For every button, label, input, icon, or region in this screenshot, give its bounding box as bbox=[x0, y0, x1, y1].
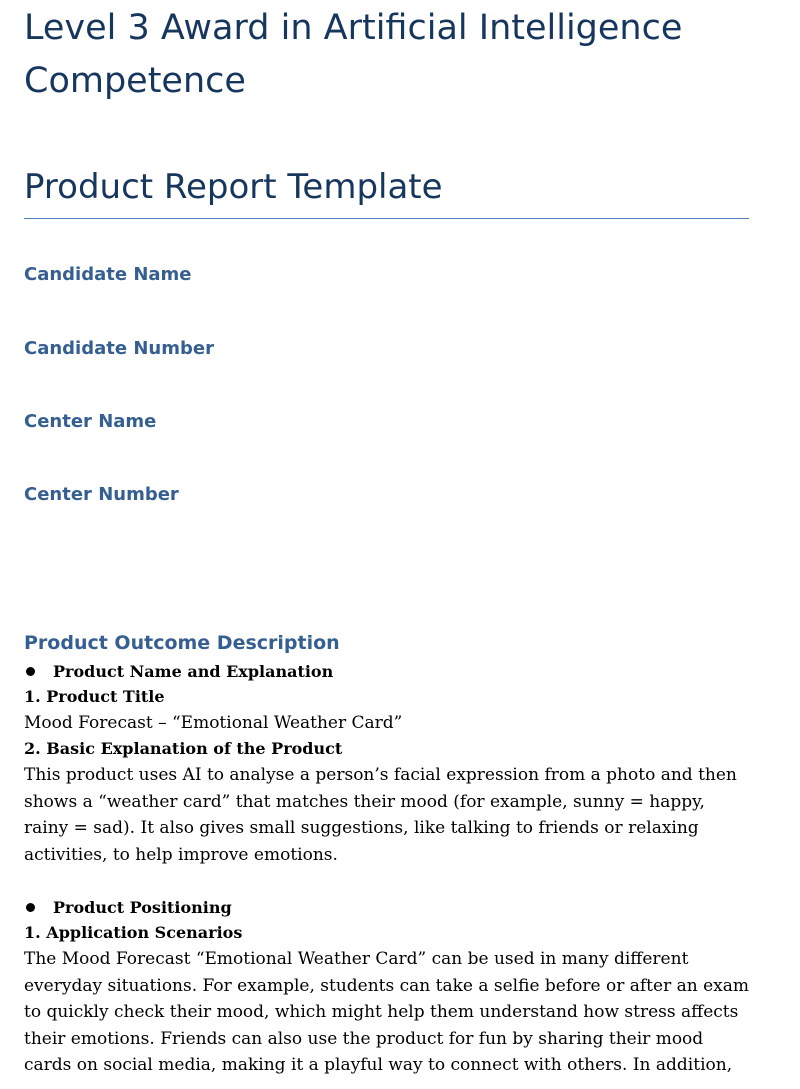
candidate-name-label: Candidate Name bbox=[24, 264, 192, 285]
product-title-text: Mood Forecast – “Emotional Weather Card” bbox=[24, 713, 403, 733]
document-title: Level 3 Award in Artificial Intelligence Competence bbox=[24, 8, 683, 101]
bullet-product-positioning bbox=[24, 894, 754, 920]
basic-explanation-heading: 2. Basic Explanation of the Product bbox=[24, 739, 343, 758]
center-name-label: Center Name bbox=[24, 411, 157, 432]
product-title-heading: 1. Product Title bbox=[24, 687, 165, 706]
bullet-icon bbox=[26, 667, 35, 676]
center-number-label: Center Number bbox=[24, 484, 179, 505]
candidate-number-label: Candidate Number bbox=[24, 338, 214, 359]
bullet-product-name-label: Product Name and Explanation bbox=[53, 661, 334, 681]
bullet-product-positioning-label: Product Positioning bbox=[53, 897, 232, 917]
bullet-product-name bbox=[24, 658, 754, 684]
bullet-icon bbox=[26, 903, 35, 912]
title-divider bbox=[24, 218, 749, 219]
paragraph-spacer bbox=[24, 868, 754, 894]
report-body bbox=[24, 658, 754, 1079]
section-heading-product-outcome: Product Outcome Description bbox=[24, 632, 340, 654]
application-scenarios-heading: 1. Application Scenarios bbox=[24, 923, 243, 942]
document-subtitle: Product Report Template bbox=[24, 167, 443, 207]
application-scenarios-paragraph: The Mood Forecast “Emotional Weather Card” can be used in many different everyday situations. For example, students can take a selfie before or after an exam to quickly check their mood, which might help them understand how stress affects their emotions. Friends can also use the product for fun by sharing their mood cards on social media, making it a playful way to connect with others. In addition, bbox=[24, 949, 749, 1075]
basic-explanation-paragraph: This product uses AI to analyse a person’s facial expression from a photo and then shows a “weather card” that matches their mood (for example, sunny = happy, rainy = sad). It also gives small suggestions, like talking to friends or relaxing activities, to help improve emotions. bbox=[24, 765, 737, 865]
